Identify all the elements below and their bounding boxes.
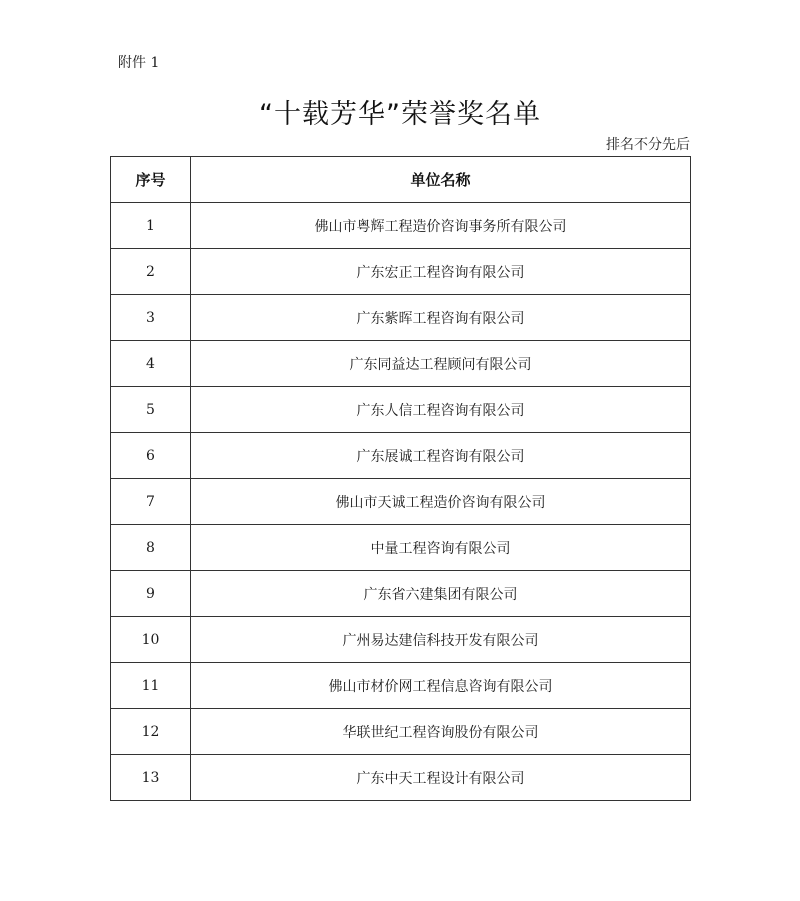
- row-number: 11: [111, 663, 191, 709]
- row-number: 8: [111, 525, 191, 571]
- row-number: 6: [111, 433, 191, 479]
- organization-name: 佛山市材价网工程信息咨询有限公司: [191, 663, 691, 709]
- header-serial-number: 序号: [111, 157, 191, 203]
- organization-name: 佛山市天诚工程造价咨询有限公司: [191, 479, 691, 525]
- header-organization-name: 单位名称: [191, 157, 691, 203]
- table-header-row: [111, 157, 691, 203]
- row-number: 2: [111, 249, 191, 295]
- table-row: [111, 479, 691, 525]
- row-number: 9: [111, 571, 191, 617]
- table-row: [111, 341, 691, 387]
- page-title: “十载芳华”荣誉奖名单: [259, 99, 541, 130]
- row-number: 5: [111, 387, 191, 433]
- attachment-label: 附件 1: [118, 55, 160, 71]
- organization-name: 中量工程咨询有限公司: [191, 525, 691, 571]
- honor-roster-table: [110, 156, 691, 801]
- table-row: [111, 525, 691, 571]
- table-row: [111, 249, 691, 295]
- row-number: 3: [111, 295, 191, 341]
- table-row: [111, 663, 691, 709]
- organization-name: 广东省六建集团有限公司: [191, 571, 691, 617]
- table-row: [111, 295, 691, 341]
- row-number: 4: [111, 341, 191, 387]
- table-row: [111, 203, 691, 249]
- table-row: [111, 433, 691, 479]
- organization-name: 广东紫晖工程咨询有限公司: [191, 295, 691, 341]
- row-number: 1: [111, 203, 191, 249]
- organization-name: 佛山市粤辉工程造价咨询事务所有限公司: [191, 203, 691, 249]
- table-row: [111, 709, 691, 755]
- organization-name: 广东同益达工程顾问有限公司: [191, 341, 691, 387]
- row-number: 10: [111, 617, 191, 663]
- organization-name: 广东宏正工程咨询有限公司: [191, 249, 691, 295]
- organization-name: 广东中天工程设计有限公司: [191, 755, 691, 801]
- row-number: 7: [111, 479, 191, 525]
- table-row: [111, 571, 691, 617]
- table-row: [111, 755, 691, 801]
- row-number: 13: [111, 755, 191, 801]
- row-number: 12: [111, 709, 191, 755]
- organization-name: 广东人信工程咨询有限公司: [191, 387, 691, 433]
- table-row: [111, 387, 691, 433]
- organization-name: 华联世纪工程咨询股份有限公司: [191, 709, 691, 755]
- organization-name: 广州易达建信科技开发有限公司: [191, 617, 691, 663]
- organization-name: 广东展诚工程咨询有限公司: [191, 433, 691, 479]
- order-note: 排名不分先后: [606, 137, 690, 153]
- table-row: [111, 617, 691, 663]
